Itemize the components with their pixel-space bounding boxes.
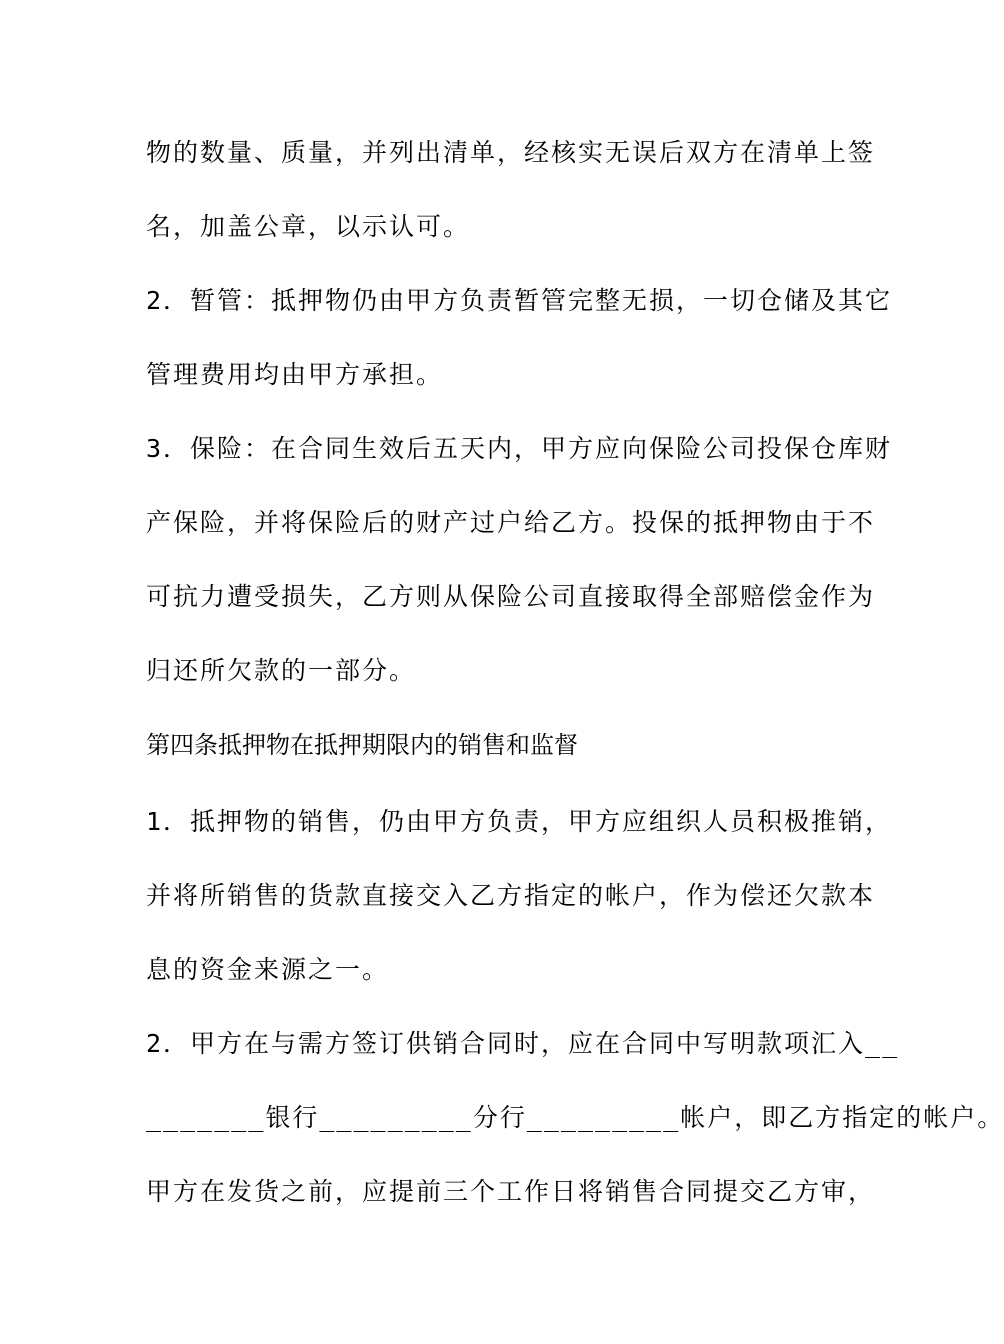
text-line-12: 息的资金来源之一。: [146, 955, 390, 984]
text-line-1: 物的数量、质量，并列出清单，经核实无误后双方在清单上签: [146, 138, 876, 167]
text-line-15: 甲方在发货之前，应提前三个工作日将销售合同提交乙方审，: [146, 1177, 876, 1206]
text-line-11: 并将所销售的货款直接交入乙方指定的帐户，作为偿还欠款本: [146, 881, 876, 910]
text-line-6: 产保险，并将保险后的财产过户给乙方。投保的抵押物由于不: [146, 508, 876, 537]
text-line-5: 3．保险：在合同生效后五天内，甲方应向保险公司投保仓库财: [146, 434, 893, 463]
text-line-10: 1．抵押物的销售，仍由甲方负责，甲方应组织人员积极推销，: [146, 807, 893, 836]
text-line-4: 管理费用均由甲方承担。: [146, 360, 444, 389]
text-line-13: 2．甲方在与需方签订供销合同时，应在合同中写明款项汇入__: [146, 1029, 900, 1058]
text-line-2: 名，加盖公章，以示认可。: [146, 212, 471, 241]
section-heading: 第四条抵押物在抵押期限内的销售和监督: [146, 731, 578, 759]
text-line-8: 归还所欠款的一部分。: [146, 656, 417, 685]
text-line-3: 2．暂管：抵押物仍由甲方负责暂管完整无损，一切仓储及其它: [146, 286, 893, 315]
text-line-7: 可抗力遭受损失，乙方则从保险公司直接取得全部赔偿金作为: [146, 582, 876, 611]
text-line-14: _______银行_________分行_________帐户，即乙方指定的帐户。: [146, 1103, 1004, 1132]
